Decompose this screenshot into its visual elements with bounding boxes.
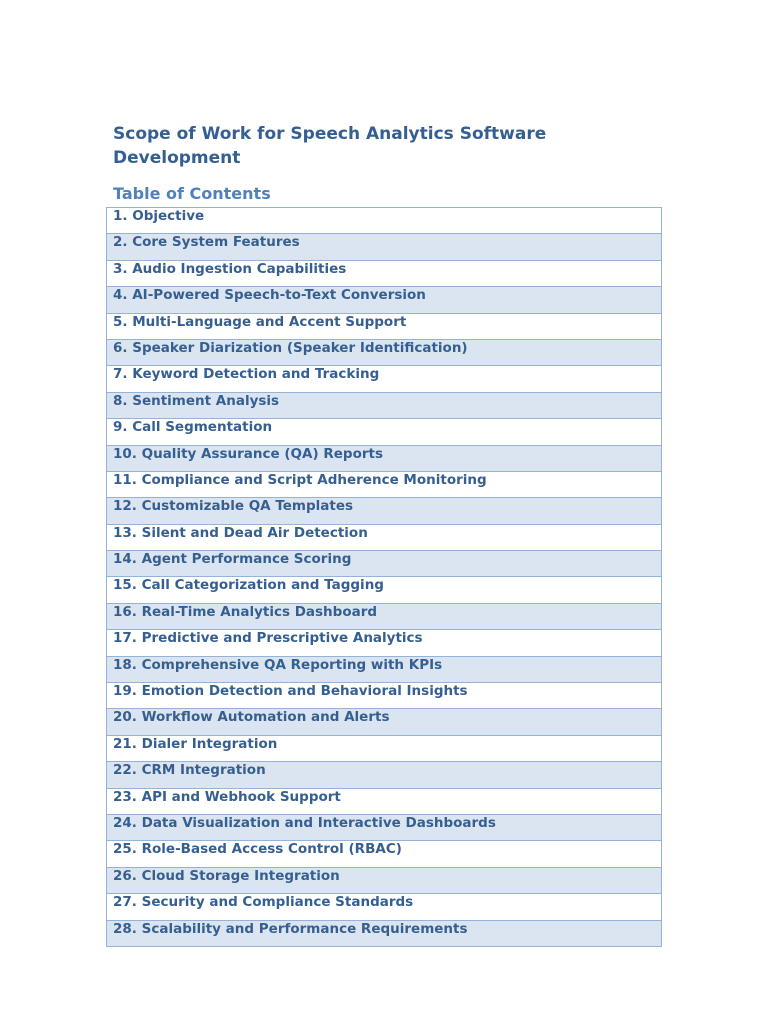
- toc-row: [107, 524, 662, 550]
- toc-row: [107, 419, 662, 445]
- toc-row: [107, 762, 662, 788]
- toc-entry: 18. Comprehensive QA Reporting with KPIs: [107, 656, 662, 682]
- toc-entry: 10. Quality Assurance (QA) Reports: [107, 445, 662, 471]
- toc-heading: Table of Contents: [113, 184, 271, 203]
- toc-row: [107, 630, 662, 656]
- toc-table: [106, 207, 662, 947]
- toc-row: [107, 577, 662, 603]
- toc-entry: 8. Sentiment Analysis: [107, 392, 662, 418]
- toc-entry: 15. Call Categorization and Tagging: [107, 577, 662, 603]
- toc-entry: 3. Audio Ingestion Capabilities: [107, 260, 662, 286]
- toc-row: [107, 471, 662, 497]
- toc-entry: 21. Dialer Integration: [107, 735, 662, 761]
- toc-entry: 2. Core System Features: [107, 234, 662, 260]
- toc-row: [107, 814, 662, 840]
- toc-entry: 11. Compliance and Script Adherence Monitoring: [107, 471, 662, 497]
- toc-row: [107, 709, 662, 735]
- toc-entry: 1. Objective: [107, 208, 662, 234]
- toc-entry: 26. Cloud Storage Integration: [107, 867, 662, 893]
- toc-row: [107, 551, 662, 577]
- toc-row: [107, 894, 662, 920]
- toc-row: [107, 287, 662, 313]
- toc-entry: 5. Multi-Language and Accent Support: [107, 313, 662, 339]
- toc-row: [107, 260, 662, 286]
- toc-row: [107, 683, 662, 709]
- toc-row: [107, 392, 662, 418]
- toc-entry: 6. Speaker Diarization (Speaker Identification): [107, 339, 662, 365]
- toc-entry: 7. Keyword Detection and Tracking: [107, 366, 662, 392]
- toc-row: [107, 445, 662, 471]
- toc-row: [107, 313, 662, 339]
- toc-entry: 20. Workflow Automation and Alerts: [107, 709, 662, 735]
- toc-entry: 9. Call Segmentation: [107, 419, 662, 445]
- toc-row: [107, 788, 662, 814]
- toc-row: [107, 603, 662, 629]
- toc-row: [107, 498, 662, 524]
- toc-entry: 12. Customizable QA Templates: [107, 498, 662, 524]
- toc-row: [107, 735, 662, 761]
- toc-row: [107, 656, 662, 682]
- toc-row: [107, 841, 662, 867]
- toc-row: [107, 366, 662, 392]
- toc-row: [107, 339, 662, 365]
- toc-entry: 23. API and Webhook Support: [107, 788, 662, 814]
- toc-table-body: [107, 208, 662, 947]
- toc-row: [107, 208, 662, 234]
- toc-entry: 25. Role-Based Access Control (RBAC): [107, 841, 662, 867]
- toc-entry: 13. Silent and Dead Air Detection: [107, 524, 662, 550]
- toc-row: [107, 920, 662, 946]
- toc-entry: 17. Predictive and Prescriptive Analytics: [107, 630, 662, 656]
- toc-entry: 14. Agent Performance Scoring: [107, 551, 662, 577]
- toc-entry: 28. Scalability and Performance Requirements: [107, 920, 662, 946]
- toc-row: [107, 234, 662, 260]
- toc-entry: 19. Emotion Detection and Behavioral Insights: [107, 683, 662, 709]
- toc-entry: 27. Security and Compliance Standards: [107, 894, 662, 920]
- toc-entry: 22. CRM Integration: [107, 762, 662, 788]
- toc-row: [107, 867, 662, 893]
- toc-entry: 4. AI-Powered Speech-to-Text Conversion: [107, 287, 662, 313]
- toc-entry: 16. Real-Time Analytics Dashboard: [107, 603, 662, 629]
- toc-entry: 24. Data Visualization and Interactive Dashboards: [107, 814, 662, 840]
- document-title: Scope of Work for Speech Analytics Software Development: [113, 124, 547, 168]
